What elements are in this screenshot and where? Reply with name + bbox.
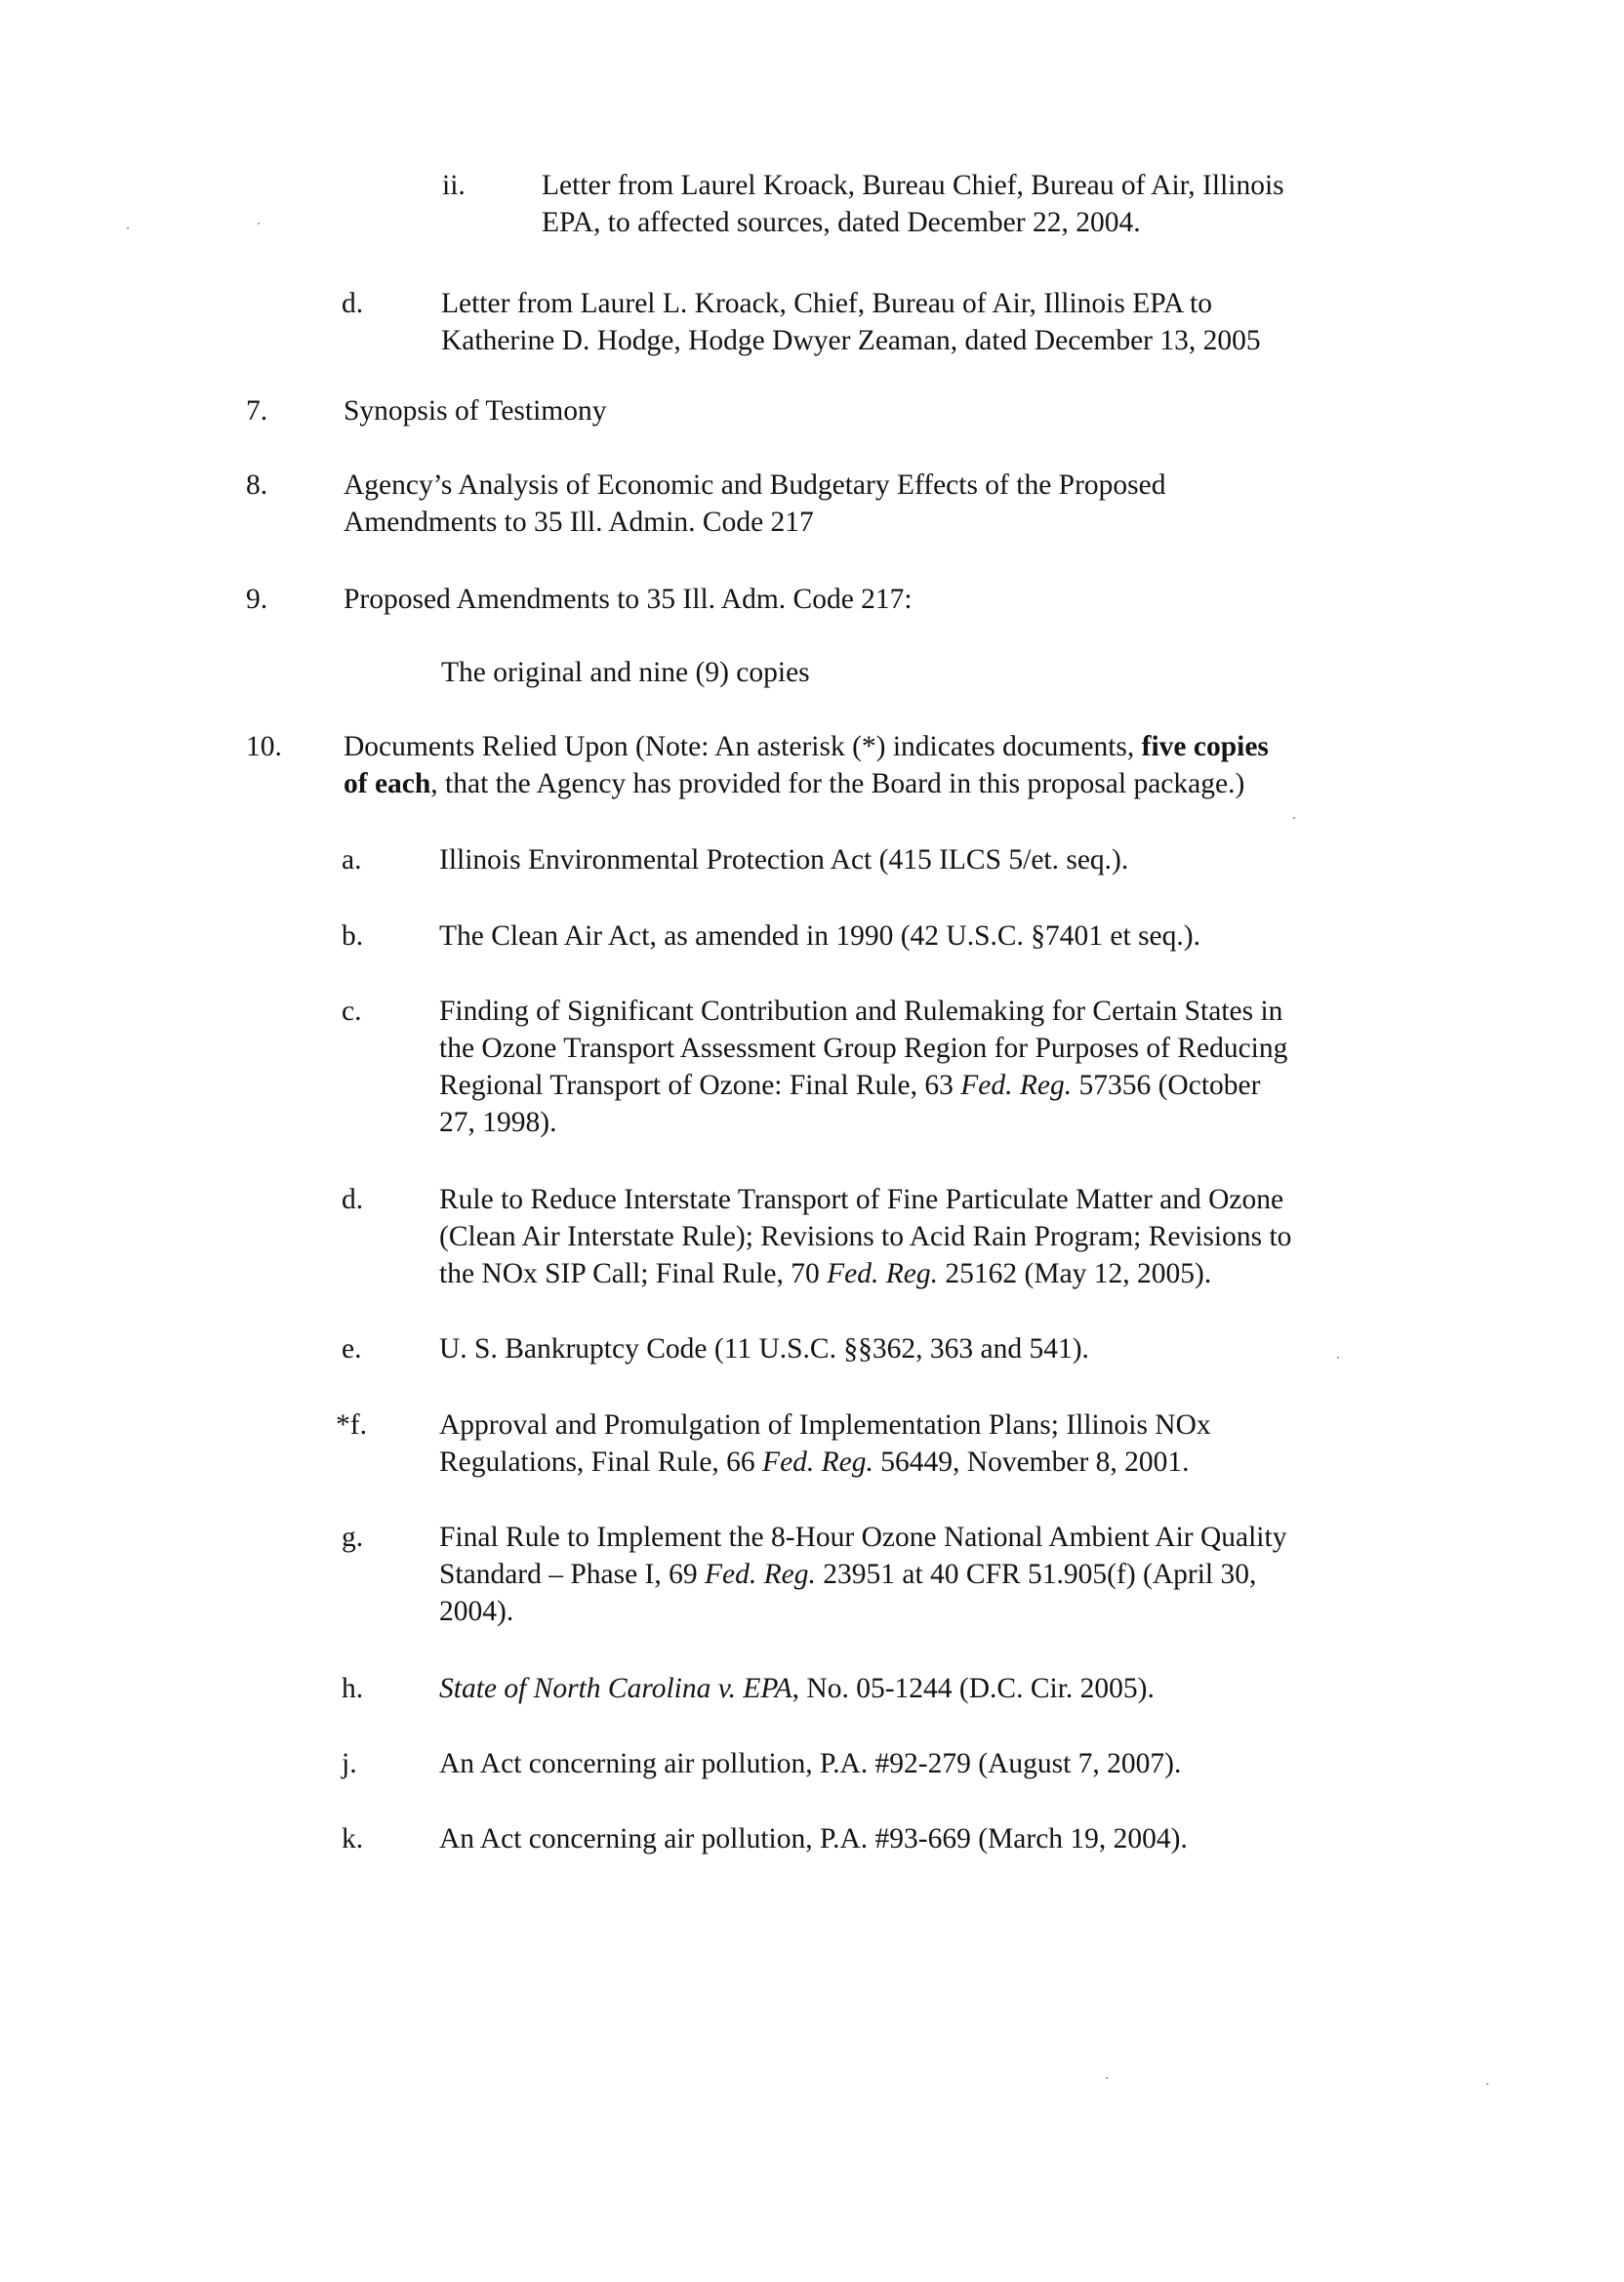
text-line: Katherine D. Hodge, Hodge Dwyer Zeaman, dated December 13, 2005 [441,325,1261,356]
item-label: h. [342,1673,364,1704]
item-text [439,1406,1211,1481]
scan-speck [1293,817,1295,819]
item-text: Proposed Amendments to 35 Ill. Adm. Code 217: [344,584,913,615]
text-line: Agency’s Analysis of Economic and Budgetary Effects of the Proposed [344,469,1166,501]
scan-speck [258,223,260,224]
item-text: U. S. Bankruptcy Code (11 U.S.C. §§362, 363 and 541). [439,1333,1089,1365]
item-label: j. [342,1748,357,1779]
text-line: Letter from Laurel Kroack, Bureau Chief, Bureau of Air, Illinois [542,170,1284,201]
item-text [439,1670,1155,1707]
item-label: 8. [246,469,268,501]
scan-speck [127,227,129,229]
item-label: e. [342,1333,362,1365]
item-label: a. [342,844,362,876]
item-text: Illinois Environmental Protection Act (415 ILCS 5/et. seq.). [439,844,1129,876]
text-line: Letter from Laurel L. Kroack, Chief, Bureau of Air, Illinois EPA to [441,288,1212,319]
item-text [439,1519,1286,1630]
scan-speck [1337,1357,1339,1359]
item-text [344,728,1269,802]
item-text: An Act concerning air pollution, P.A. #93-669 (March 19, 2004). [439,1823,1188,1854]
item-text [441,285,1261,359]
text-line: Standard – Phase I, 69 Fed. Reg. 23951 at 40 CFR 51.905(f) (April 30, [439,1559,1257,1590]
item-note: The original and nine (9) copies [441,657,810,688]
text-line: Regulations, Final Rule, 66 Fed. Reg. 56449, November 8, 2001. [439,1447,1190,1478]
item-label: c. [342,996,362,1027]
text-line: Documents Relied Upon (Note: An asterisk (*) indicates documents, five copies [344,731,1269,762]
item-label: b. [342,920,364,952]
item-text [439,993,1287,1141]
text-line: 27, 1998). [439,1107,557,1138]
text-line: Rule to Reduce Interstate Transport of Fine Particulate Matter and Ozone [439,1184,1284,1215]
item-text: Synopsis of Testimony [344,395,607,427]
item-text [542,167,1284,241]
item-label: d. [342,1184,364,1215]
item-text: An Act concerning air pollution, P.A. #92-279 (August 7, 2007). [439,1748,1182,1779]
text-line: Final Rule to Implement the 8-Hour Ozone National Ambient Air Quality [439,1522,1287,1553]
text-line: EPA, to affected sources, dated December 22, 2004. [542,207,1141,238]
text-line: Amendments to 35 Ill. Admin. Code 217 [344,507,814,538]
item-text [439,1181,1291,1292]
scan-speck [1106,2077,1108,2079]
item-label: 7. [246,395,268,427]
text-line: Regional Transport of Ozone: Final Rule, 63 Fed. Reg. 57356 (October [439,1070,1261,1101]
item-label: k. [342,1823,364,1854]
text-line: of each, that the Agency has provided for the Board in this proposal package.) [344,768,1245,799]
item-label: *f. [336,1409,367,1441]
item-label: 9. [246,584,268,615]
text-line: Approval and Promulgation of Implementation Plans; Illinois NOx [439,1409,1211,1441]
text-line: (Clean Air Interstate Rule); Revisions to Acid Rain Program; Revisions to [439,1221,1292,1252]
item-text [344,467,1165,541]
text-line: the NOx SIP Call; Final Rule, 70 Fed. Reg. 25162 (May 12, 2005). [439,1258,1212,1289]
text-line: 2004). [439,1596,514,1627]
text-line: State of North Carolina v. EPA, No. 05-1244 (D.C. Cir. 2005). [439,1673,1155,1704]
text-line: the Ozone Transport Assessment Group Region for Purposes of Reducing [439,1033,1288,1064]
item-label: g. [342,1522,364,1553]
item-label: 10. [246,731,282,762]
item-label: d. [342,288,364,319]
text-line: Finding of Significant Contribution and Rulemaking for Certain States in [439,996,1283,1027]
item-label: ii. [442,170,466,201]
item-text: The Clean Air Act, as amended in 1990 (42 U.S.C. §7401 et seq.). [439,920,1200,952]
scan-speck [1486,2083,1488,2085]
